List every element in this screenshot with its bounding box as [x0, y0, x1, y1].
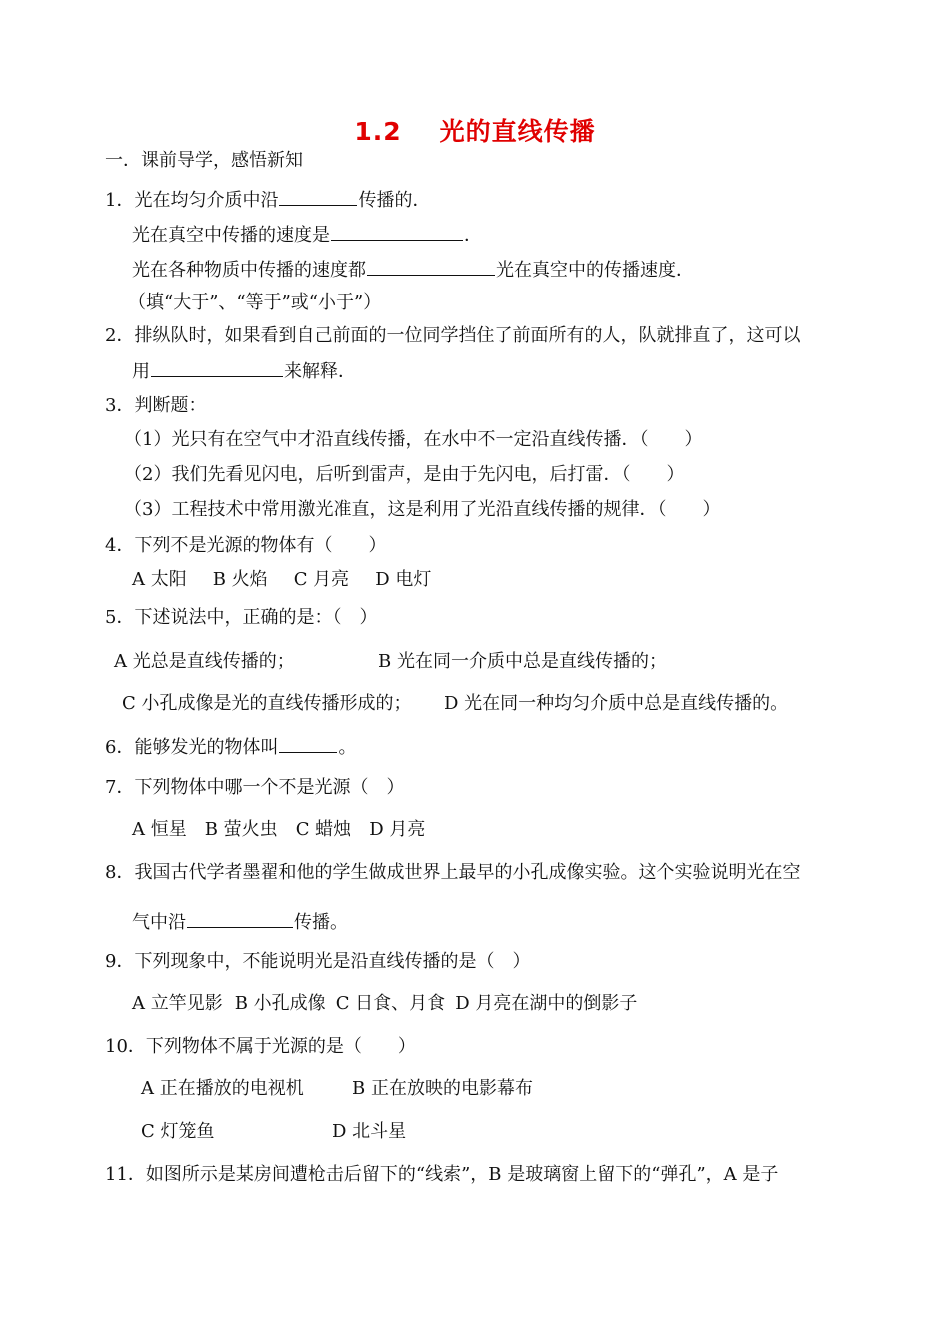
question-10: 10．下列物体不属于光源的是（ ）: [105, 1036, 416, 1057]
option: A 光总是直线传播的；: [114, 651, 295, 672]
question-1: 1．光在均匀介质中沿 传播的．: [105, 187, 430, 213]
option: B 小孔成像: [234, 993, 326, 1014]
option: B 正在放映的电影幕布: [352, 1078, 533, 1099]
answer-blank: [279, 734, 337, 753]
question-2: 2．排纵队时，如果看到自己前面的一位同学挡住了前面所有的人，队就排直了，这可以: [105, 325, 801, 346]
option: C 小孔成像是光的直线传播形成的；: [122, 693, 412, 714]
question-8: 8．我国古代学者墨翟和他的学生做成世界上最早的小孔成像实验。这个实验说明光在空: [105, 862, 801, 883]
option: B 火焰: [212, 569, 268, 590]
question-6: 6．能够发光的物体叫 。: [105, 734, 356, 760]
judgement-item: （3）工程技术中常用激光准直，这是利用了光沿直线传播的规律．（ ）: [124, 499, 721, 520]
title-number: 1.2: [354, 117, 402, 146]
answer-blank: [331, 222, 463, 241]
answer-blank: [279, 187, 357, 206]
question-4: 4．下列不是光源的物体有（ ）: [105, 535, 387, 556]
option: D 电灯: [375, 569, 432, 590]
answer-blank: [151, 358, 283, 377]
question-9-options: [132, 992, 637, 1016]
question-1-line-c: 光在各种物质中传播的速度都 光在真空中的传播速度．: [132, 257, 694, 283]
option: A 正在播放的电视机: [141, 1078, 304, 1099]
judgement-item: （2）我们先看见闪电，后听到雷声，是由于先闪电，后打雷．（ ）: [124, 464, 685, 485]
question-3: 3．判断题：: [105, 395, 207, 416]
option: C 日食、月食: [335, 993, 446, 1014]
option: B 萤火虫: [204, 819, 278, 840]
question-4-options: [132, 568, 431, 592]
option: D 北斗星: [332, 1121, 407, 1142]
option: C 蜡烛: [295, 819, 352, 840]
question-7: 7．下列物体中哪一个不是光源（ ）: [105, 777, 405, 798]
option: C 灯笼鱼: [141, 1121, 215, 1142]
option: B 光在同一介质中总是直线传播的；: [378, 651, 667, 672]
question-2-line-2: 用 来解释．: [132, 358, 356, 384]
answer-blank: [187, 909, 293, 928]
question-11: 11．如图所示是某房间遭枪击后留下的“线索”，B 是玻璃窗上留下的“弹孔”，A 是子: [105, 1164, 779, 1185]
section-heading: 一．课前导学，感悟新知: [105, 150, 303, 171]
question-7-options: [132, 818, 425, 842]
option: A 太阳: [132, 569, 187, 590]
question-5: 5．下述说法中，正确的是：（ ）: [105, 607, 378, 628]
option: A 恒星: [132, 819, 187, 840]
title-text: 光的直线传播: [439, 117, 596, 146]
question-9: 9．下列现象中，不能说明光是沿直线传播的是（ ）: [105, 951, 531, 972]
answer-blank: [367, 257, 495, 276]
question-1-hint: （填“大于”、“等于”或“小于”）: [128, 292, 382, 313]
option: D 光在同一种均匀介质中总是直线传播的。: [444, 693, 789, 714]
option: D 月亮在湖中的倒影子: [455, 993, 638, 1014]
question-1-line-b: 光在真空中传播的速度是 ．: [132, 222, 482, 248]
option: D 月亮: [369, 819, 426, 840]
judgement-item: （1）光只有在空气中才沿直线传播，在水中不一定沿直线传播．（ ）: [124, 429, 703, 450]
option: C 月亮: [293, 569, 350, 590]
question-8-line-2: 气中沿 传播。: [132, 909, 348, 935]
page-title: [0, 112, 950, 148]
option: A 立竿见影: [132, 993, 223, 1014]
